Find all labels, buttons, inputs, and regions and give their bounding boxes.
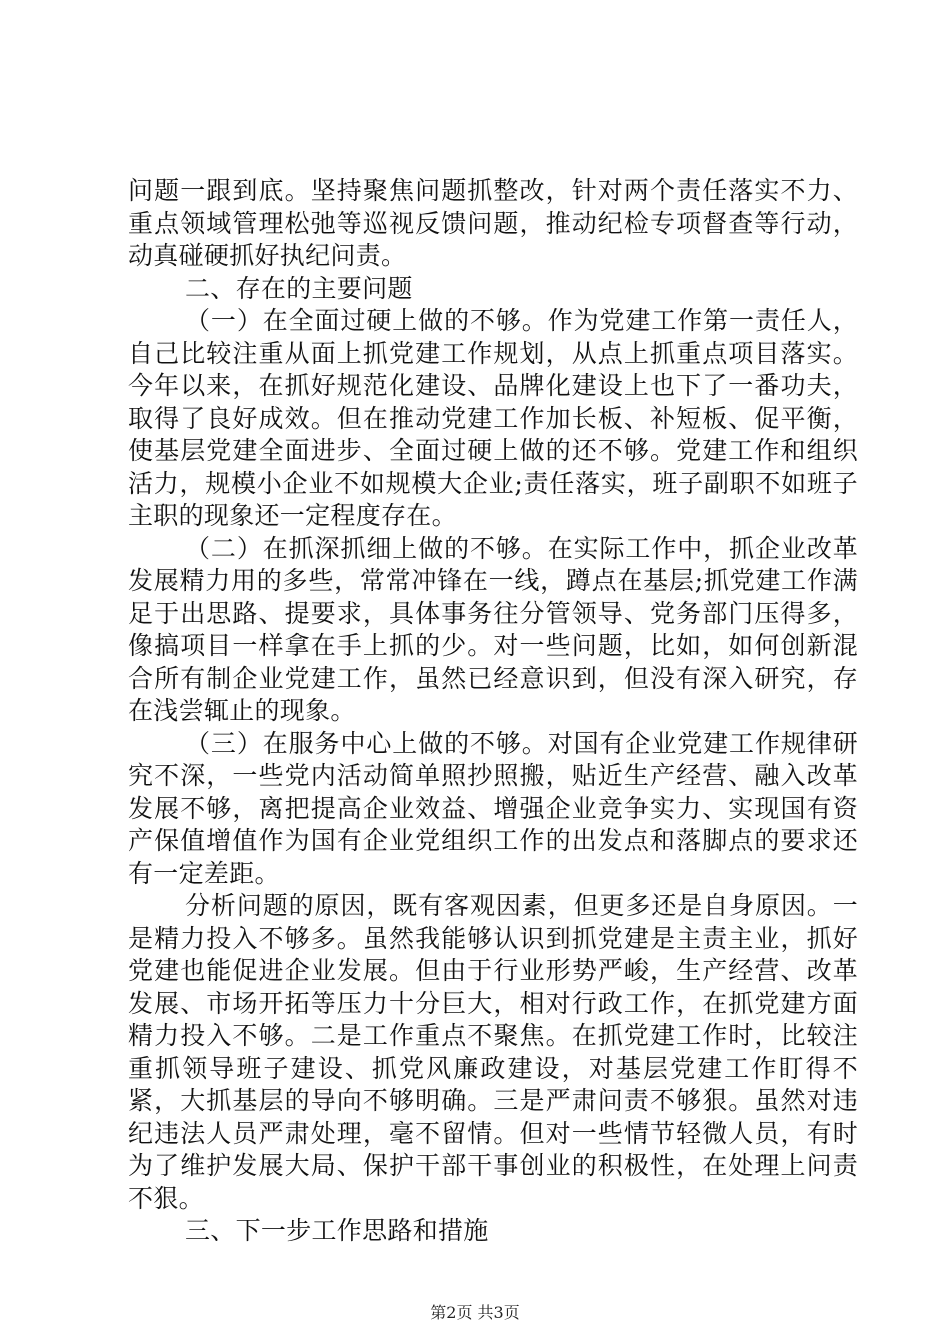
paragraph-problem-2: （二）在抓深抓细上做的不够。在实际工作中，抓企业改革发展精力用的多些，常常冲锋在一线，蹲点在基层;抓党建工作满足于出思路、提要求，具体事务往分管领导、党务部门压得多，像搞项目一样拿在手上抓的少。对一些问题，比如，如何创新混合所有制企业党建工作，虽然已经意识到，但没有深入研究，存在浅尝辄止的现象。 — [128, 533, 858, 725]
paragraph-cause-analysis: 分析问题的原因，既有客观因素，但更多还是自身原因。一是精力投入不够多。虽然我能够认识到抓党建是主责主业，抓好党建也能促进企业发展。但由于行业形势严峻，生产经营、改革发展、市场开拓等压力十分巨大，相对行政工作，在抓党建方面精力投入不够。二是工作重点不聚焦。在抓党建工作时，比较注重抓领导班子建设、抓党风廉政建设，对基层党建工作盯得不紧，大抓基层的导向不够明确。三是严肃问责不够狠。虽然对违纪违法人员严肃处理，毫不留情。但对一些情节轻微人员，有时为了维护发展大局、保护干部干事创业的积极性，在处理上问责不狠。 — [128, 891, 858, 1213]
section-heading-problems: 二、存在的主要问题 — [185, 273, 413, 303]
document-body — [128, 175, 858, 1248]
paragraph-continuation: 问题一跟到底。坚持聚焦问题抓整改，针对两个责任落实不力、重点领域管理松弛等巡视反馈问题，推动纪检专项督查等行动，动真碰硬抓好执纪问责。 — [128, 176, 858, 270]
paragraph-problem-1: （一）在全面过硬上做的不够。作为党建工作第一责任人，自己比较注重从面上抓党建工作规划，从点上抓重点项目落实。今年以来，在抓好规范化建设、品牌化建设上也下了一番功夫，取得了良好成效。但在推动党建工作加长板、补短板、促平衡，使基层党建全面进步、全面过硬上做的还不够。党建工作和组织活力，规模小企业不如规模大企业;责任落实，班子副职不如班子主职的现象还一定程度存在。 — [128, 306, 858, 530]
page-footer: 第2页 共3页 — [430, 1303, 520, 1322]
section-heading-next-steps: 三、下一步工作思路和措施 — [185, 1216, 489, 1245]
paragraph-problem-3: （三）在服务中心上做的不够。对国有企业党建工作规律研究不深，一些党内活动简单照抄照搬，贴近生产经营、融入改革发展不够，离把提高企业效益、增强企业竞争实力、实现国有资产保值增值作为国有企业党组织工作的出发点和落脚点的要求还有一定差距。 — [128, 728, 858, 888]
